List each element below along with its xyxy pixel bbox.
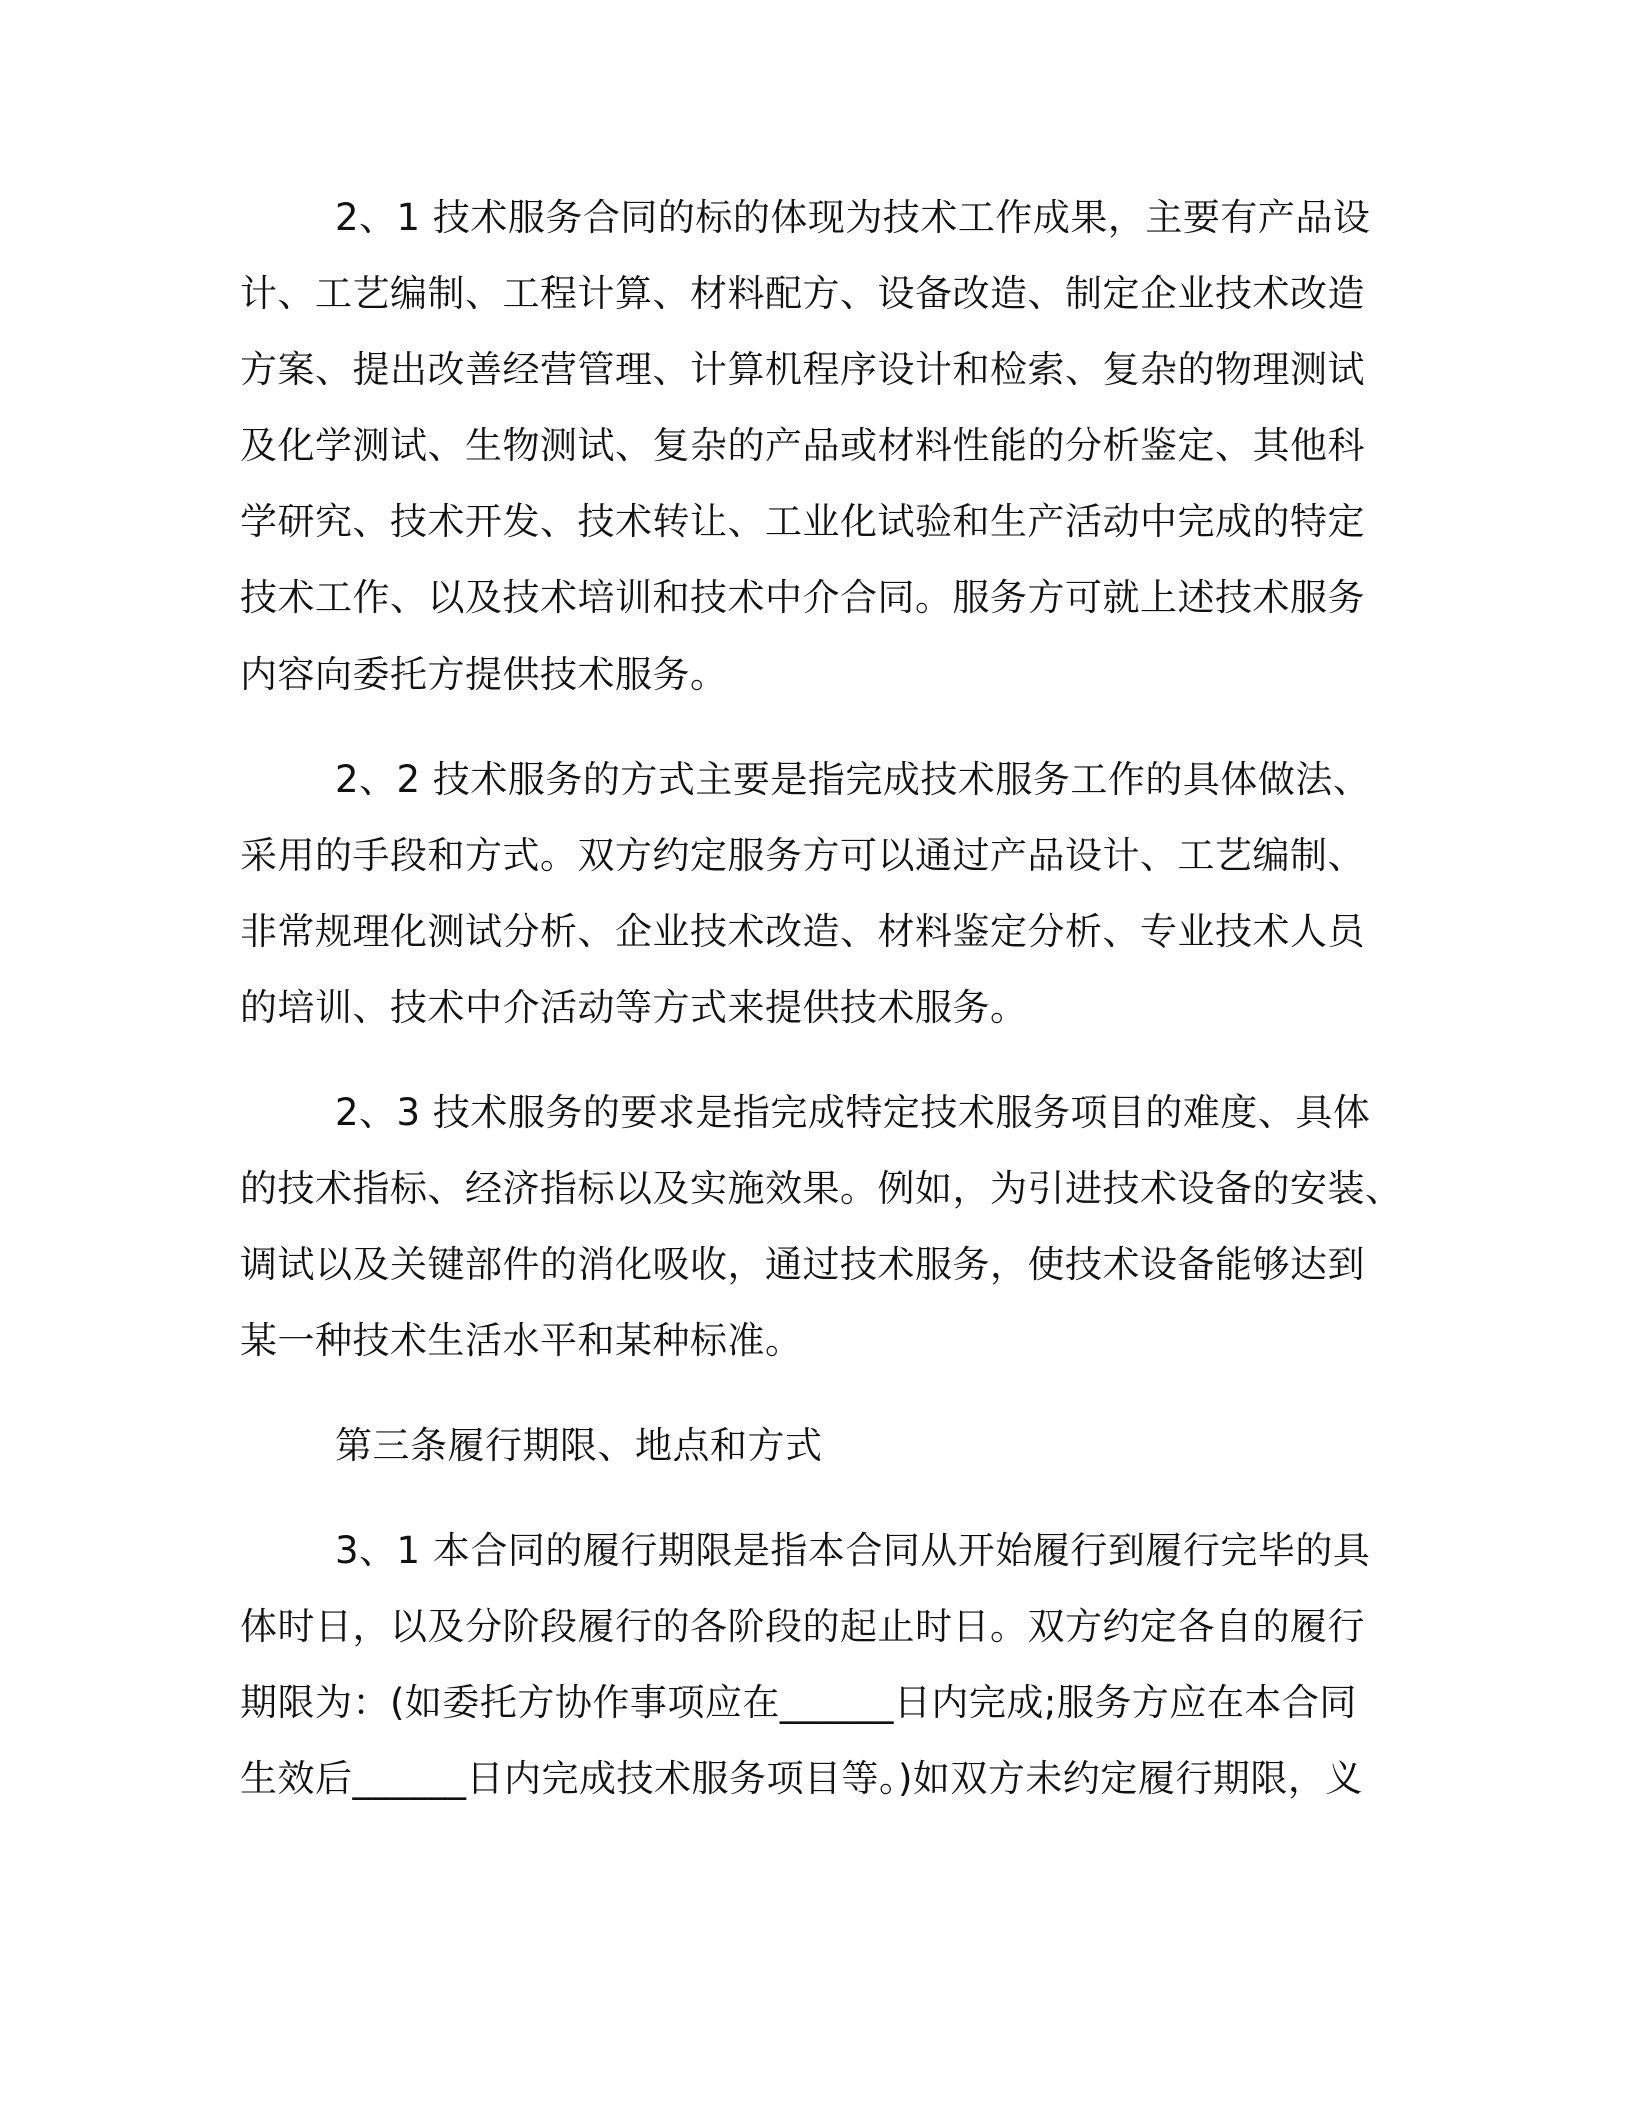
paragraph-3-1-line-2: 体时日，以及分阶段履行的各阶段的起止时日。双方约定各自的履行 bbox=[240, 1605, 1365, 1648]
paragraph-2-3-line-1: 2、3 技术服务的要求是指完成特定技术服务项目的难度、具体 bbox=[335, 1091, 1371, 1134]
paragraph-2-3-line-3: 调试以及关键部件的消化吸收，通过技术服务，使技术设备能够达到 bbox=[240, 1243, 1365, 1286]
paragraph-2-1-line-5: 学研究、技术开发、技术转让、工业化试验和生产活动中完成的特定 bbox=[240, 500, 1365, 543]
paragraph-2-1-line-6: 技术工作、以及技术培训和技术中介合同。服务方可就上述技术服务 bbox=[240, 576, 1365, 619]
section-heading: 第三条履行期限、地点和方式 bbox=[335, 1424, 823, 1467]
paragraph-2-1-line-1: 2、1 技术服务合同的标的体现为技术工作成果，主要有产品设 bbox=[335, 196, 1371, 239]
paragraph-2-1-line-4: 及化学测试、生物测试、复杂的产品或材料性能的分析鉴定、其他科 bbox=[240, 424, 1365, 467]
paragraph-2-2-line-2: 采用的手段和方式。双方约定服务方可以通过产品设计、工艺编制、 bbox=[240, 834, 1365, 877]
paragraph-2-3-line-4: 某一种技术生活水平和某种标准。 bbox=[240, 1319, 803, 1362]
paragraph-2-2-line-4: 的培训、技术中介活动等方式来提供技术服务。 bbox=[240, 986, 1028, 1029]
paragraph-2-2-line-3: 非常规理化测试分析、企业技术改造、材料鉴定分析、专业技术人员 bbox=[240, 910, 1365, 953]
paragraph-2-1-line-2: 计、工艺编制、工程计算、材料配方、设备改造、制定企业技术改造 bbox=[240, 272, 1365, 315]
paragraph-3-1-line-3: 期限为：(如委托方协作事项应在______日内完成;服务方应在本合同 bbox=[240, 1681, 1357, 1724]
paragraph-2-2-line-1: 2、2 技术服务的方式主要是指完成技术服务工作的具体做法、 bbox=[335, 758, 1371, 801]
paragraph-3-1-line-4: 生效后______日内完成技术服务项目等。)如双方未约定履行期限，义 bbox=[240, 1757, 1363, 1800]
paragraph-2-3-line-2: 的技术指标、经济指标以及实施效果。例如，为引进技术设备的安装、 bbox=[240, 1167, 1403, 1210]
paragraph-2-1-line-7: 内容向委托方提供技术服务。 bbox=[240, 653, 728, 696]
paragraph-2-1-line-3: 方案、提出改善经营管理、计算机程序设计和检索、复杂的物理测试 bbox=[240, 348, 1365, 391]
paragraph-3-1-line-1: 3、1 本合同的履行期限是指本合同从开始履行到履行完毕的具 bbox=[335, 1529, 1371, 1572]
